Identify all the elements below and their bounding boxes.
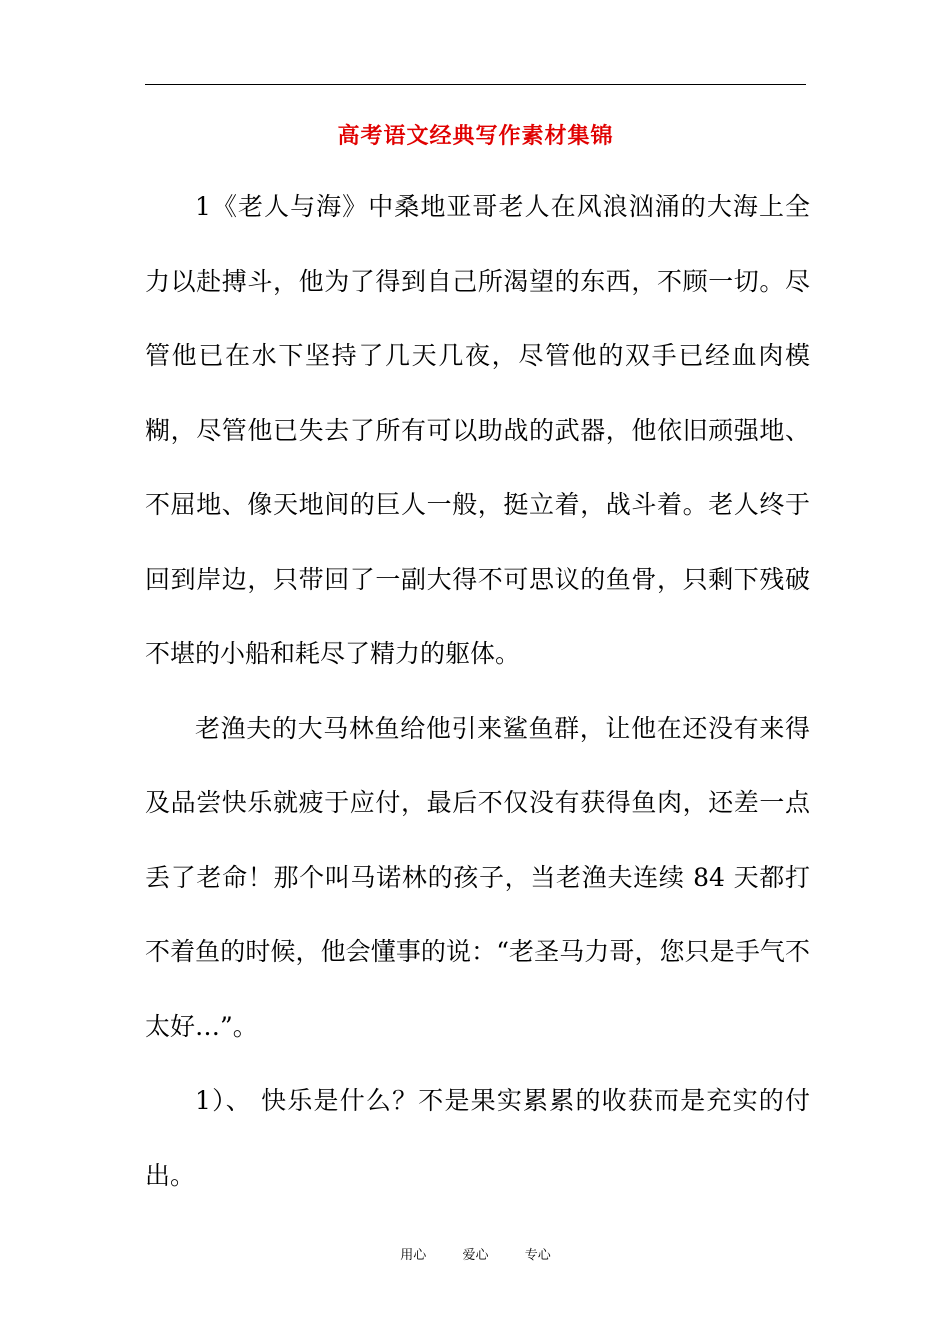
document-body: [145, 170, 810, 1213]
page-footer: 用心 爱心 专心: [400, 1248, 551, 1263]
header-rule: [145, 84, 806, 85]
document-title: 高考语文经典写作素材集锦: [337, 123, 614, 149]
paragraph: 1）、 快乐是什么？不是果实累累的收获而是充实的付出。: [145, 1086, 810, 1190]
paragraph: 老渔夫的大马林鱼给他引来鲨鱼群，让他在还没有来得及品尝快乐就疲于应付，最后不仅没有获得鱼肉，还差一点丢了老命！那个叫马诺林的孩子，当老渔夫连续 84 天都打不着鱼的时候，他会懂事的说：“老圣马力哥，您只是手气不太好…”。: [145, 713, 810, 1041]
paragraph: 1《老人与海》中桑地亚哥老人在风浪汹涌的大海上全力以赴搏斗，他为了得到自己所渴望的东西，不顾一切。尽管他已在水下坚持了几天几夜，尽管他的双手已经血肉模糊，尽管他已失去了所有可以助战的武器，他依旧顽强地、不屈地、像天地间的巨人一般，挺立着，战斗着。老人终于回到岸边，只带回了一副大得不可思议的鱼骨，只剩下残破不堪的小船和耗尽了精力的躯体。: [145, 192, 810, 668]
